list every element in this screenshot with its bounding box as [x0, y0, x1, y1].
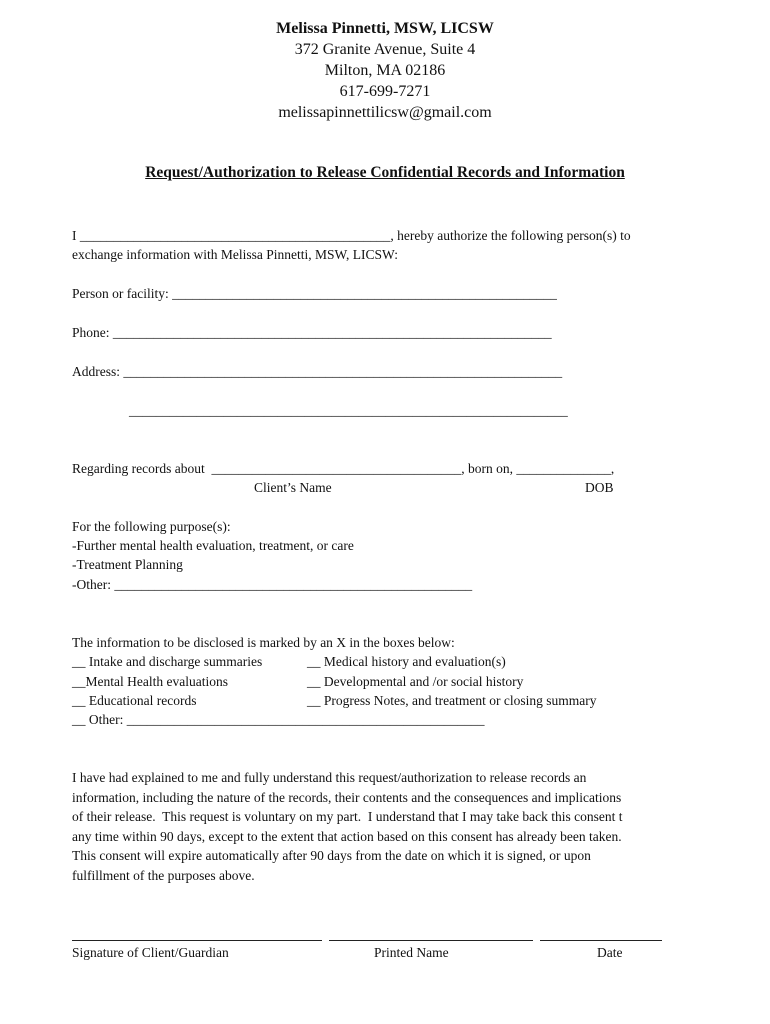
- date-label: Date: [597, 945, 623, 960]
- consent-line: fulfillment of the purposes above.: [72, 868, 255, 883]
- document-title: Request/Authorization to Release Confidential Records and Information: [145, 164, 625, 181]
- consent-line: any time within 90 days, except to the extent that action based on this consent has already been taken.: [72, 829, 622, 844]
- purpose-other-field[interactable]: -Other: _____________________________________________________: [72, 577, 473, 592]
- checkbox-developmental-social-history[interactable]: __ Developmental and /or social history: [307, 674, 524, 689]
- checkbox-educational-records[interactable]: __ Educational records: [72, 693, 197, 708]
- printed-name-line[interactable]: [329, 940, 533, 941]
- client-name-label: Client’s Name: [254, 480, 332, 495]
- purpose-item: -Further mental health evaluation, treatment, or care: [72, 538, 354, 553]
- checkbox-mental-health-evaluations[interactable]: __Mental Health evaluations: [72, 674, 228, 689]
- purpose-item: -Treatment Planning: [72, 557, 183, 572]
- address-continuation-field[interactable]: _________________________________________________________________: [129, 403, 568, 418]
- consent-line: information, including the nature of the records, their contents and the consequences and implications: [72, 790, 622, 805]
- provider-address-line1: 372 Granite Avenue, Suite 4: [294, 41, 476, 58]
- checkbox-intake-discharge[interactable]: __ Intake and discharge summaries: [72, 654, 263, 669]
- person-or-facility-field[interactable]: Person or facility: _________________________________________________________: [72, 286, 557, 301]
- checkbox-progress-notes[interactable]: __ Progress Notes, and treatment or closing summary: [307, 693, 597, 708]
- regarding-records-line[interactable]: Regarding records about _____________________________________, born on, ______________,: [72, 461, 615, 476]
- provider-address-line2: Milton, MA 02186: [324, 62, 446, 79]
- date-line[interactable]: [540, 940, 662, 941]
- client-signature-label: Signature of Client/Guardian: [72, 945, 229, 960]
- intro-line2: exchange information with Melissa Pinnetti, MSW, LICSW:: [72, 247, 398, 262]
- provider-phone: 617-699-7271: [339, 83, 431, 100]
- provider-name: Melissa Pinnetti, MSW, LICSW: [276, 20, 494, 37]
- dob-label: DOB: [585, 480, 614, 495]
- phone-field[interactable]: Phone: _________________________________________________________________: [72, 325, 552, 340]
- client-signature-line[interactable]: [72, 940, 322, 941]
- checkbox-other[interactable]: __ Other: _____________________________________________________: [72, 712, 485, 727]
- provider-email: melissapinnettilicsw@gmail.com: [278, 104, 492, 121]
- consent-line: This consent will expire automatically after 90 days from the date on which it is signed, or upon: [72, 848, 591, 863]
- address-field[interactable]: Address: _________________________________________________________________: [72, 364, 563, 379]
- consent-line: I have had explained to me and fully understand this request/authorization to release records an: [72, 770, 587, 785]
- checkbox-medical-history[interactable]: __ Medical history and evaluation(s): [307, 654, 506, 669]
- printed-name-label: Printed Name: [374, 945, 449, 960]
- consent-line: of their release. This request is voluntary on my part. I understand that I may take back this consent t: [72, 809, 623, 824]
- intro-line1: I ______________________________________________, hereby authorize the following person(s) to: [72, 228, 631, 243]
- disclosure-heading: The information to be disclosed is marked by an X in the boxes below:: [72, 635, 455, 650]
- purposes-heading: For the following purpose(s):: [72, 519, 231, 534]
